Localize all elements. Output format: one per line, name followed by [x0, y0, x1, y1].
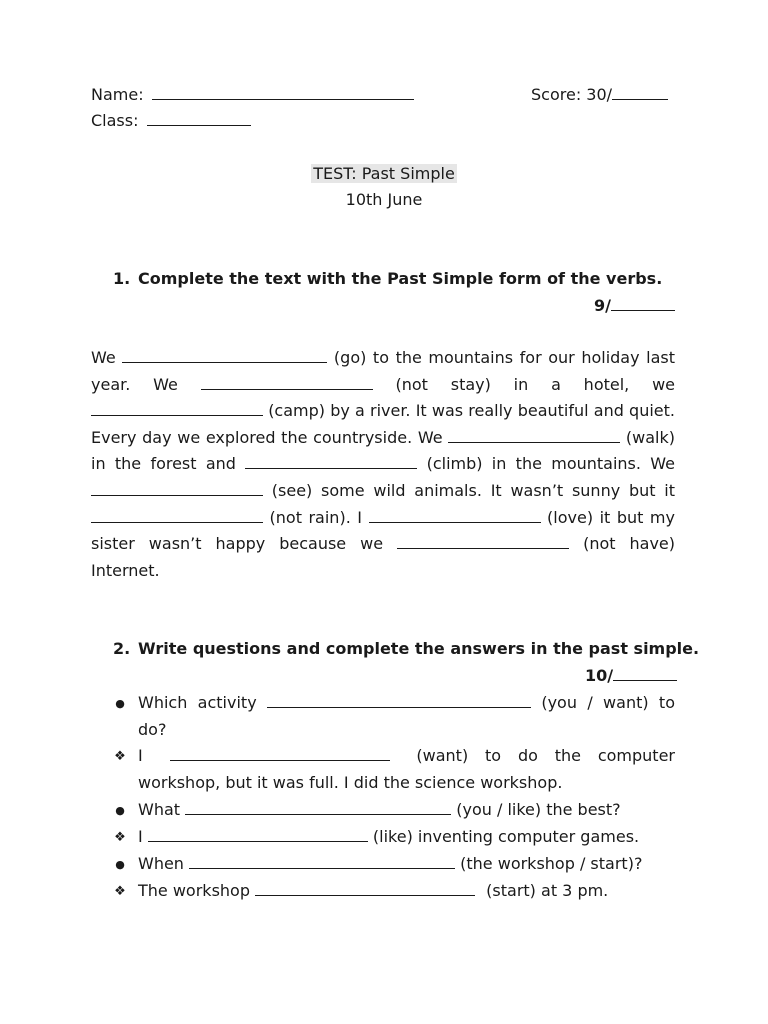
blank-not-stay[interactable] [201, 375, 373, 390]
list-item: I (want) to do the computer workshop, but it was full. I did the science workshop. [138, 746, 675, 792]
list-item: When (the workshop / start)? [138, 854, 643, 873]
score-row [531, 85, 668, 105]
blank-climb[interactable] [245, 454, 417, 469]
list-item: What (you / like) the best? [138, 800, 621, 819]
exercise2-points-blank[interactable] [613, 666, 677, 681]
score-label: Score: 30/ [531, 85, 613, 104]
blank-item-6[interactable] [255, 881, 475, 896]
blank-item-4[interactable] [148, 827, 368, 842]
test-title: TEST: Past Simple [313, 164, 455, 183]
name-label: Name: [91, 85, 144, 104]
diamond-bullet-icon: ❖ [114, 830, 126, 845]
name-blank[interactable] [152, 85, 414, 100]
list-item: The workshop (start) at 3 pm. [138, 881, 609, 900]
list-item: Which activity (you / want) to do? [138, 693, 675, 739]
class-row [91, 111, 251, 131]
blank-not-have[interactable] [397, 534, 569, 549]
bullet-icon: ● [115, 804, 125, 817]
score-blank[interactable] [612, 85, 668, 100]
blank-item-5[interactable] [189, 854, 455, 869]
list-item: I (like) inventing computer games. [138, 827, 640, 846]
blank-camp[interactable] [91, 401, 263, 416]
blank-love[interactable] [369, 508, 541, 523]
exercise1-points-blank[interactable] [611, 296, 675, 311]
diamond-bullet-icon: ❖ [114, 884, 126, 899]
blank-item-2[interactable] [170, 746, 390, 761]
name-row [91, 85, 414, 105]
exercise1-instruction: Complete the text with the Past Simple form of the verbs. [138, 269, 663, 288]
class-label: Class: [91, 111, 139, 130]
blank-not-rain[interactable] [91, 508, 263, 523]
exercise2-points: 10/ [585, 666, 677, 686]
blank-go[interactable] [122, 348, 327, 363]
blank-item-3[interactable] [185, 800, 451, 815]
blank-item-1[interactable] [267, 693, 531, 708]
diamond-bullet-icon: ❖ [114, 749, 126, 764]
blank-walk[interactable] [448, 428, 620, 443]
class-blank[interactable] [147, 111, 251, 126]
bullet-icon: ● [115, 858, 125, 871]
test-date: 10th June [345, 190, 423, 209]
exercise2-number: 2. [113, 639, 131, 658]
blank-see[interactable] [91, 481, 263, 496]
bullet-icon: ● [115, 697, 125, 710]
exercise1-text: We (go) to the mountains for our holiday last year. We (not stay) in a hotel, we (camp) by a river. It was really beautiful and quiet. Every day we explored the countryside. We (walk) in the forest and (climb) in the mountains. We (see) some wild animals. It wasn’t sunny but it (not rain). I (love) it but my sister wasn’t happy because we (not have) Internet. [91, 348, 676, 580]
exercise2-instruction: Write questions and complete the answers in the past simple. [138, 639, 700, 658]
exercise1-points: 9/ [594, 296, 675, 316]
exercise1-number: 1. [113, 269, 131, 288]
